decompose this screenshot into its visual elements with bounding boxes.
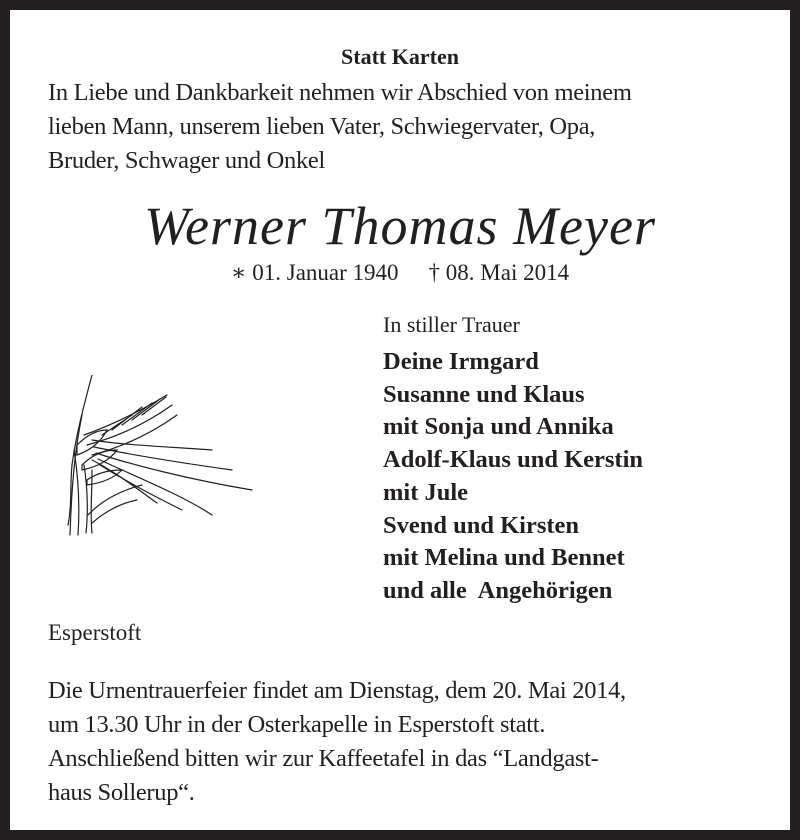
intro-line: In Liebe und Dankbarkeit nehmen wir Abschied von meinem <box>48 79 632 106</box>
funeral-line: Die Urnentrauerfeier findet am Dienstag, dem 20. Mai 2014, <box>48 677 626 704</box>
place: Esperstoft <box>48 620 142 645</box>
birth-date: ∗ 01. Januar 1940 <box>230 260 399 285</box>
mourner-line: mit Melina und Bennet <box>383 544 625 572</box>
coffee-line: haus Sollerup“. <box>48 779 195 806</box>
coffee-line: Anschließend bitten wir zur Kaffeetafel in das “Landgast- <box>48 745 599 772</box>
funeral-line: um 13.30 Uhr in der Osterkapelle in Esperstoft statt. <box>48 711 546 738</box>
intro-text <box>48 76 768 178</box>
mourner-line: Svend und Kirsten <box>383 511 580 539</box>
coffee-info <box>48 742 788 810</box>
mourner-line: mit Sonja und Annika <box>383 413 614 441</box>
mourner-line: Adolf-Klaus und Kerstin <box>383 446 644 474</box>
mourner-line: und alle Angehörigen <box>383 576 613 604</box>
obituary-card <box>10 10 790 830</box>
intro-line: lieben Mann, unserem lieben Vater, Schwiegervater, Opa, <box>48 113 596 140</box>
mourner-line: mit Jule <box>383 478 469 506</box>
mourner-line: Deine Irmgard <box>383 348 539 375</box>
intro-line: Bruder, Schwager und Onkel <box>48 147 325 174</box>
mourners-list <box>383 346 643 608</box>
death-date: † 08. Mai 2014 <box>428 260 570 285</box>
life-dates <box>10 260 790 286</box>
mourning-label: In stiller Trauer <box>383 312 520 337</box>
wheat-ears-icon <box>62 375 272 540</box>
mourner-line: Susanne und Klaus <box>383 380 585 408</box>
heading: Statt Karten <box>341 44 459 69</box>
deceased-name: Werner Thomas Meyer <box>144 196 656 256</box>
funeral-info <box>48 674 788 742</box>
